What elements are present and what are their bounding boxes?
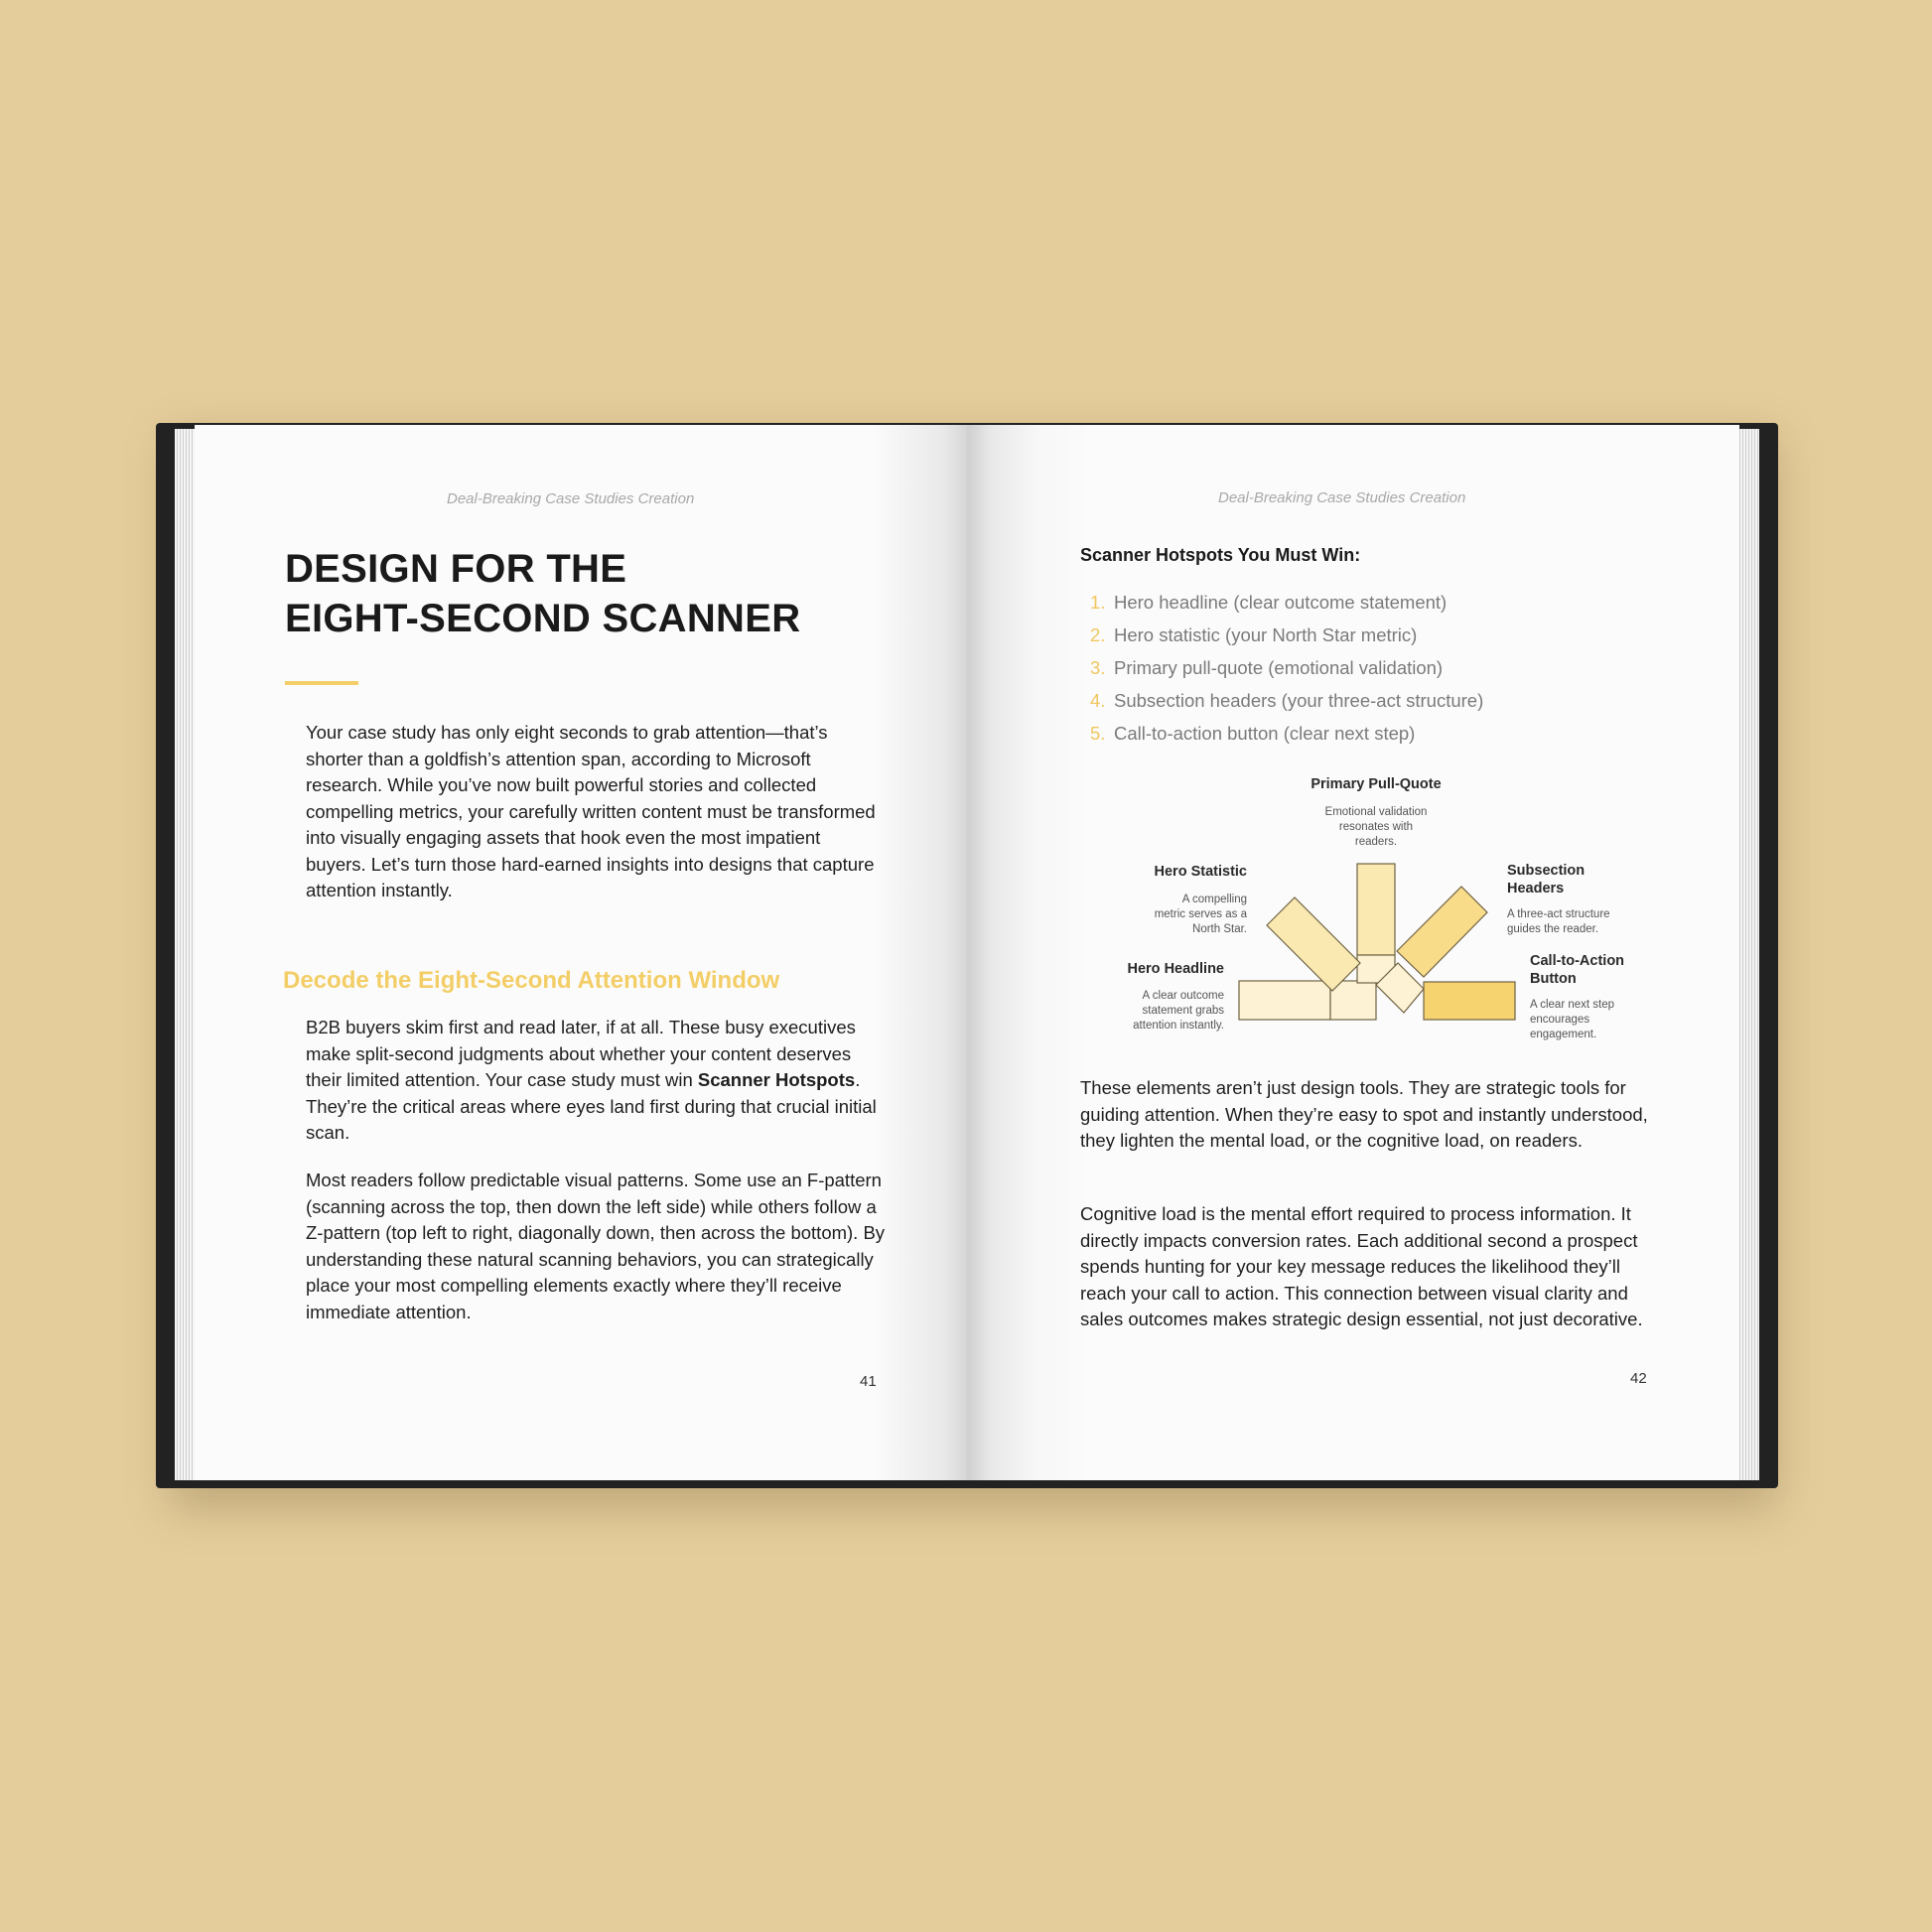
right-running-head: Deal-Breaking Case Studies Creation <box>1218 489 1466 506</box>
title-line-2: EIGHT-SECOND SCANNER <box>285 597 801 640</box>
scanner-hotspots-diagram <box>1112 764 1668 1052</box>
subsection-headers-label-2: Headers <box>1507 881 1565 897</box>
intro-paragraph: Your case study has only eight seconds to grab attention—that’s shorter than a goldfish’s attention span, according to Microsoft research. While you’ve now built powerful stories and collected compelling metrics, your carefully written content must be transformed into visually engaging assets that hook even the most impatient buyers. Let’s turn those hard-earned insights into designs that capture attention instantly. <box>306 722 876 900</box>
list-item <box>1090 592 1483 624</box>
cta-desc-3: engagement. <box>1530 1029 1597 1040</box>
paragraph-scan-patterns: Most readers follow predictable visual patterns. Some use an F-pattern (scanning across the top, then down the left side) while others follow a Z-pattern (top left to right, diagonally down, then across the bottom). By understanding these natural scanning behaviors, you can strategically place your most compelling elements exactly where they’ll receive immediate attention. <box>306 1170 886 1322</box>
page-title <box>285 544 800 643</box>
left-page-number: 41 <box>860 1373 877 1390</box>
subsection-headers-desc-1: A three-act structure <box>1507 908 1610 920</box>
hero-statistic-block <box>1267 897 1360 991</box>
pull-quote-desc-1: Emotional validation <box>1324 806 1428 818</box>
title-line-1: DESIGN FOR THE <box>285 547 627 591</box>
hero-headline-desc-1: A clear outcome <box>1142 990 1224 1002</box>
hero-headline-desc-3: attention instantly. <box>1133 1020 1224 1032</box>
pull-quote-desc-2: resonates with <box>1338 821 1414 833</box>
subsection-headers-label-1: Subsection <box>1507 863 1586 879</box>
cta-button-block <box>1424 982 1515 1020</box>
list-item <box>1090 723 1483 756</box>
section-heading: Decode the Eight-Second Attention Window <box>283 967 780 994</box>
hero-headline-label: Hero Headline <box>1127 961 1224 977</box>
list-number: 1. <box>1090 592 1106 613</box>
subsection-headers-desc-2: guides the reader. <box>1507 923 1599 935</box>
list-number: 2. <box>1090 624 1106 645</box>
list-text: Primary pull-quote (emotional validation) <box>1114 657 1444 678</box>
list-text: Subsection headers (your three-act structure) <box>1114 690 1484 711</box>
subsection-headers-block <box>1397 887 1487 977</box>
pull-quote-desc-3: readers. <box>1354 836 1398 848</box>
pull-quote-block <box>1357 864 1395 955</box>
hero-statistic-desc-2: metric serves as a <box>1154 908 1247 920</box>
hero-statistic-desc-3: North Star. <box>1192 923 1247 935</box>
hotspots-list-title: Scanner Hotspots You Must Win: <box>1080 545 1361 565</box>
paragraph-cognitive-load: Cognitive load is the mental effort required to process information. It directly impacts conversion rates. Each additional second a prospect spends hunting for your key message reduces the likelihood they’ll reach your call to action. This connection between visual clarity and sales outcomes makes strategic design essential, not just decorative. <box>1080 1203 1643 1329</box>
p2-text-end: . They’re the critical areas where eyes land first during that crucial initial scan. <box>306 1069 877 1143</box>
hero-headline-block <box>1239 981 1330 1020</box>
paragraph-scanner-hotspots <box>306 1015 882 1147</box>
list-number: 3. <box>1090 657 1106 678</box>
cta-label-2: Button <box>1530 971 1577 987</box>
left-running-head: Deal-Breaking Case Studies Creation <box>447 490 695 507</box>
list-item <box>1090 657 1483 690</box>
hotspots-list <box>1090 592 1483 756</box>
right-page-number: 42 <box>1630 1370 1647 1387</box>
hero-statistic-desc-1: A compelling <box>1181 894 1247 905</box>
hero-headline-desc-2: statement grabs <box>1142 1005 1224 1017</box>
cta-desc-2: encourages <box>1530 1014 1590 1026</box>
cta-label-1: Call-to-Action <box>1530 953 1625 969</box>
pull-quote-label: Primary Pull-Quote <box>1311 776 1442 792</box>
paragraph-strategic-tools: These elements aren’t just design tools. They are strategic tools for guiding attention. When they’re easy to spot and instantly understood, they lighten the mental load, or the cognitive load, on readers. <box>1080 1077 1648 1151</box>
p2-text-start: B2B buyers skim first and read later, if at all. These busy executives make split-second judgments about whether your content deserves their limited attention. Your case study must win <box>306 1017 856 1090</box>
hero-statistic-label: Hero Statistic <box>1154 864 1247 880</box>
list-number: 4. <box>1090 690 1106 711</box>
title-accent-rule <box>285 681 358 685</box>
cta-desc-1: A clear next step <box>1530 999 1615 1011</box>
list-number: 5. <box>1090 723 1106 744</box>
list-text: Hero headline (clear outcome statement) <box>1114 592 1448 613</box>
list-item <box>1090 624 1483 657</box>
p2-bold-term: Scanner Hotspots <box>697 1069 856 1090</box>
list-text: Call-to-action button (clear next step) <box>1114 723 1416 744</box>
list-text: Hero statistic (your North Star metric) <box>1114 624 1418 645</box>
list-item <box>1090 690 1483 723</box>
